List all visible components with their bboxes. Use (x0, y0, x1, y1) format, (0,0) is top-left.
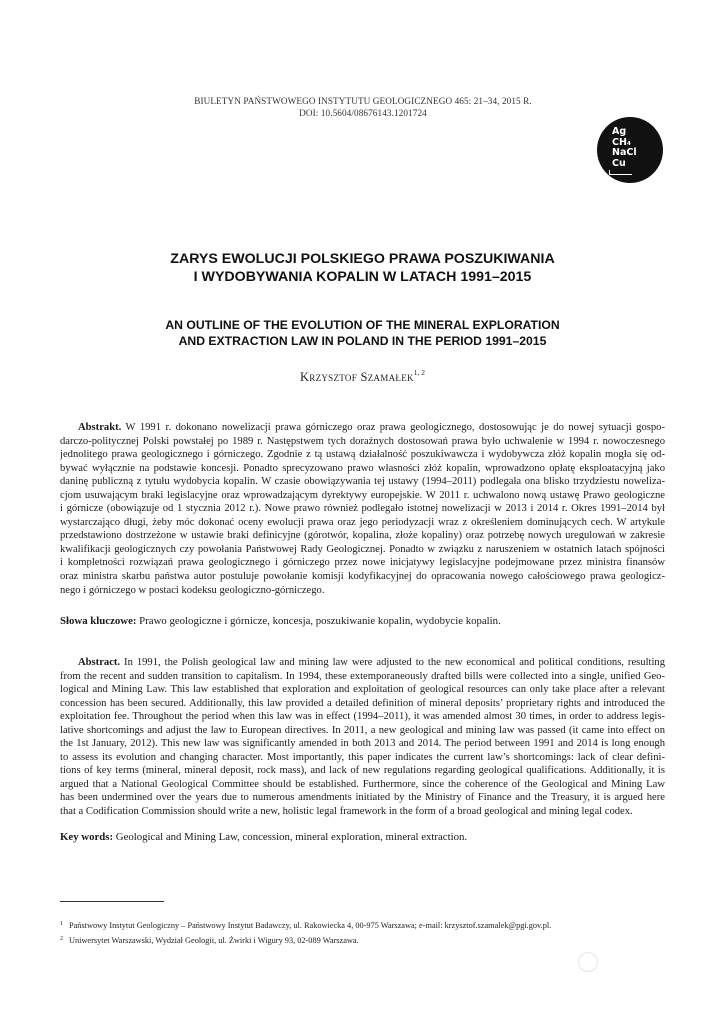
journal-citation: BIULETYN PAŃSTWOWEGO INSTYTUTU GEOLOGICZNEGO 465: 21–34, 2015 R. (194, 96, 532, 106)
logo-line-3: NaCl (612, 147, 637, 158)
journal-header (130, 95, 596, 119)
abstract-line: i kompletności rozwiązań prawa geologicznego i górniczego przez nowe inicjatywy legislacyjne podejmowane przez ministra finansów (60, 557, 665, 569)
keywords-polish (60, 615, 665, 628)
keywords-english (60, 831, 665, 844)
abstract-line: logical and Mining Law. This law established that exploration and exploitation of geological resources can only take place after a relevant (60, 684, 665, 696)
abstract-line (60, 656, 665, 670)
abstract-lead: Abstrakt. (78, 422, 122, 433)
abstract-line-text: In 1991, the Polish geological law and mining law were adjusted to the new economical and political conditions, resulting (120, 657, 665, 668)
abstract-line: lative shortcomings and adjust the law to European directives. In 2011, a new geological and mining law was passed (it came into effect on (60, 724, 665, 736)
author-line (60, 368, 665, 385)
abstract-line: to assess its evolution and changing character. Most importantly, this paper indicates the current law’s shortcomings: lack of clear defini- (60, 751, 665, 763)
abstract-line (60, 421, 665, 435)
doi-line: DOI: 10.5604/08676143.1201724 (299, 108, 427, 118)
abstract-line: jednolitego prawa geologicznego i górniczego. Zgodnie z tą ustawą działalność poszukiwawcza i wydobywcza złóż kopalin mogła się od- (60, 449, 665, 461)
logo-bracket (609, 170, 632, 175)
abstract-line: exploitation fee. Throughout the period when this law was in effect (1994–2011), it was amended almost 30 times, in order to address legis- (60, 711, 665, 723)
abstract-line: the 1st January, 2012). This new law was significantly amended in both 2013 and 2014. The period between 1991 and 2014 is long enough (60, 738, 665, 750)
footnote-divider (60, 901, 164, 902)
abstract-line: that a Codification Commission should write a new, holistic legal framework in the form of a broad geological and mining legal codex. (60, 806, 633, 818)
logo-line-2: CH₄ (612, 136, 632, 148)
title-english-line-2: AND EXTRACTION LAW IN POLAND IN THE PERIOD 1991–2015 (178, 334, 547, 348)
keywords-text: Prawo geologiczne i górnicze, koncesja, poszukiwanie kopalin, wydobycie kopalin. (136, 615, 501, 627)
footnote-mark: 2 (60, 935, 63, 942)
abstract-line: daninę publiczną z tytułu wydobycia kopalin. W czasie obowiązywania tej ustawy (1994–2011) podlegała ona blisko trzydziestu noweliza- (60, 476, 665, 488)
abstract-line: nego i górniczego w postaci kodeksu geologiczno-górniczego. (60, 584, 325, 596)
abstract-line: oraz ministra skarbu państwa autor postuluje powołanie komisji kodyfikacyjnej do opracowania nowego całościowego prawa geologicz- (60, 571, 665, 583)
abstract-line: kwalifikacji geologicznych czy powołania Państwowej Rady Geologicznej. Ponadto w związku z naruszeniem w ostatnich latach spójności (60, 543, 665, 555)
abstract-line: argued that a National Geological Committee should be established. Furthermore, since the coherence of the Geological and Mining Law (60, 778, 665, 790)
author-name: Krzysztof Szamałek (299, 370, 414, 384)
title-english (60, 317, 665, 349)
keywords-label: Słowa kluczowe: (60, 615, 137, 627)
abstract-line: i górnicze (obowiązuje od 1 stycznia 2012 r.). Nowe prawo również podlegało istotnej nowelizacji w 2013 i 2014 r. Okres 1991–2014 był (60, 503, 665, 515)
title-polish-line-1: ZARYS EWOLUCJI POLSKIEGO PRAWA POSZUKIWANIA (170, 251, 555, 267)
footnote-1 (60, 918, 665, 933)
watermark-icon (578, 952, 598, 972)
abstract-line: has been undermined over the years due to numerous amendments initiated by the Ministry of Finance and the Treasury, it is argued here (60, 792, 665, 804)
footnote-text: Państwowy Instytut Geologiczny – Państwowy Instytut Badawczy, ul. Rakowiecka 4, 00-975 Warszawa; e-mail: krzysztof.szamalek@pgi.gov.pl. (69, 921, 552, 930)
abstract-english (60, 656, 665, 819)
abstract-line-text: W 1991 r. dokonano nowelizacji prawa górniczego oraz prawa geologicznego, dostosowując je do nowej sytuacji gospo- (121, 422, 665, 433)
abstract-lead: Abstract. (78, 657, 121, 668)
abstract-line: tions of key terms (mineral, mineral deposit, rock mass), and lack of new regulations regarding geological qualifications. Additionally, it is (60, 765, 665, 777)
logo-line-1: Ag (612, 126, 627, 137)
abstract-line: concession has been secured. Additionally, this law provided a detailed definition of mineral deposits’ proprietary rights and introduced the (60, 697, 665, 709)
abstract-line: cjom usuwającym braki legislacyjne oraz wprowadzającym dyrektywy europejskie. W 2011 r. uchwalono nową ustawę Prawo geologiczne (60, 489, 665, 501)
abstract-line: from the recent and sudden transition to capitalism. In 1994, these extemporaneously drafted bills were collected into a single, unified Geo- (60, 670, 665, 682)
abstract-line: przedstawiono dostrzeżone w ustawie braki definicyjne (górotwór, kopalina, złoże kopaliny) oraz potrzebę nowych uregulowań w zakresie (60, 530, 665, 542)
abstract-line: wystarczająco długi, żeby móc dokonać oceny ewolucji prawa oraz jego periodyzacji wraz z określeniem dominujących cech. W artykule (60, 516, 665, 528)
footnotes (60, 918, 665, 947)
title-english-line-1: AN OUTLINE OF THE EVOLUTION OF THE MINERAL EXPLORATION (165, 318, 560, 332)
keywords-text: Geological and Mining Law, concession, mineral exploration, mineral extraction. (113, 831, 468, 843)
keywords-label: Key words: (60, 831, 114, 843)
abstract-line: bywać wyłącznie na podstawie koncesji. Ponadto sprecyzowano prawo własności złóż kopalin, wprowadzono opłatę eksploatacyjną jako (60, 462, 665, 474)
footnote-2 (60, 933, 665, 948)
footnote-mark: 1 (60, 921, 63, 927)
journal-logo (597, 117, 663, 183)
title-polish (60, 250, 665, 286)
abstract-line: darczo-politycznej Polski powstałej po 1989 r. Następstwem tych doraźnych dostosowań prawa było uchwalenie w 1994 r. nowoczesnego (60, 435, 665, 447)
abstract-polish (60, 421, 665, 597)
footnote-text: Uniwersytet Warszawski, Wydział Geologii, ul. Żwirki i Wigury 93, 02-089 Warszawa. (69, 935, 359, 945)
title-polish-line-2: I WYDOBYWANIA KOPALIN W LATACH 1991–2015 (193, 269, 532, 285)
logo-line-4: Cu (612, 157, 626, 169)
author-affiliation-marks: 1, 2 (413, 368, 426, 377)
